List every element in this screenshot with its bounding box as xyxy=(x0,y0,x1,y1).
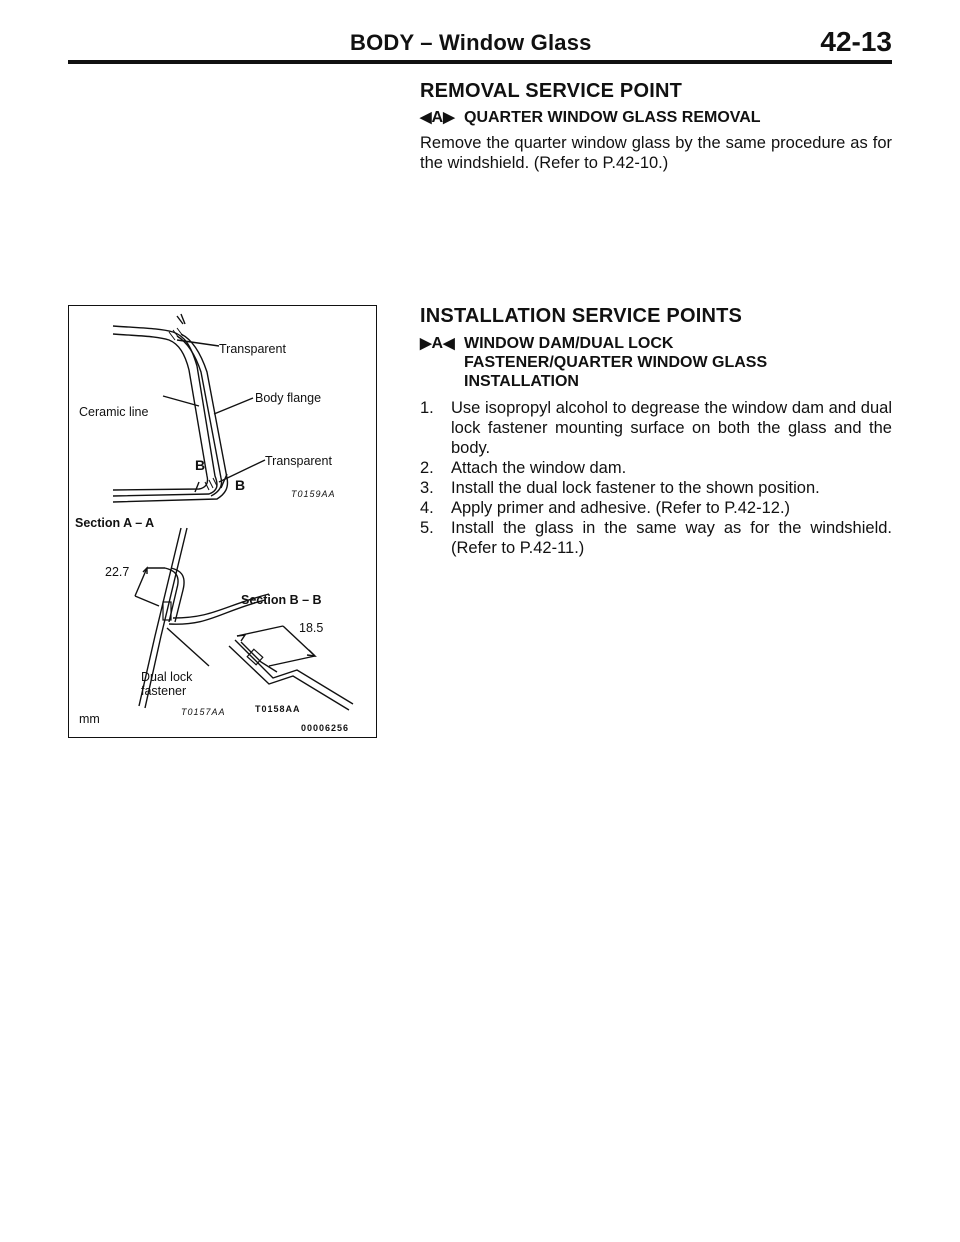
triangle-left-icon: ◀ xyxy=(420,109,432,126)
triangle-right-icon: ▶ xyxy=(443,109,455,126)
step-text: Apply primer and adhesive. (Refer to P.42-12.) xyxy=(451,499,791,517)
step-number: 4. xyxy=(420,499,434,517)
label-section-b-marker: B xyxy=(195,457,206,473)
step-item xyxy=(420,478,892,498)
label-ceramic-line: Ceramic line xyxy=(79,405,149,419)
label-section-b: Section B – B xyxy=(241,593,322,607)
label-fastener: fastener xyxy=(141,684,187,698)
subheading-line: FASTENER/QUARTER WINDOW GLASS xyxy=(464,354,768,371)
marker-letter: A xyxy=(431,335,444,352)
triangle-right-icon: ▶ xyxy=(420,335,432,352)
installation-heading: INSTALLATION SERVICE POINTS xyxy=(420,305,743,327)
step-text: Attach the window dam. xyxy=(451,459,627,477)
page-header-title: BODY – Window Glass xyxy=(350,30,592,55)
marker-letter: A xyxy=(431,109,444,126)
label-section-a: Section A – A xyxy=(75,516,155,530)
installation-subheading xyxy=(420,334,767,391)
figure-id: 00006256 xyxy=(301,723,350,733)
step-number: 1. xyxy=(420,399,434,417)
step-number: 5. xyxy=(420,519,434,537)
step-item xyxy=(420,398,892,458)
step-text: Install the dual lock fastener to the shown position. xyxy=(451,479,820,497)
subheading-line: WINDOW DAM/DUAL LOCK xyxy=(464,335,674,352)
label-unit: mm xyxy=(79,712,100,726)
label-dimension-22-7: 22.7 xyxy=(105,565,130,579)
step-number: 3. xyxy=(420,479,434,497)
removal-marker xyxy=(420,108,464,127)
step-text: Install the glass in the same way as for the windshield. (Refer to P.42-11.) xyxy=(451,519,892,557)
step-item xyxy=(420,498,892,518)
removal-subheading xyxy=(420,108,761,127)
removal-subheading-text: QUARTER WINDOW GLASS REMOVAL xyxy=(464,109,761,126)
page-number: 42-13 xyxy=(820,26,892,57)
label-body-flange: Body flange xyxy=(255,391,322,405)
label-transparent-top: Transparent xyxy=(219,342,286,356)
label-section-b-marker: B xyxy=(235,477,246,493)
removal-heading: REMOVAL SERVICE POINT xyxy=(420,80,683,102)
label-dimension-18-5: 18.5 xyxy=(299,621,324,635)
figure-code-left: T0157AA xyxy=(181,707,226,717)
figure-code-right: T0158AA xyxy=(255,704,301,714)
step-number: 2. xyxy=(420,459,434,477)
installation-marker xyxy=(420,334,464,353)
technical-illustration xyxy=(68,305,377,738)
label-dual-lock: Dual lock xyxy=(141,670,193,684)
label-transparent-bottom: Transparent xyxy=(265,454,332,468)
figure-code-top: T0159AA xyxy=(291,489,336,499)
step-item xyxy=(420,518,892,558)
installation-subheading-text xyxy=(464,334,767,391)
header-rule xyxy=(68,60,892,64)
removal-paragraph: Remove the quarter window glass by the same procedure as for the windshield. (Refer to P.42-10.) xyxy=(420,134,892,172)
triangle-left-icon: ◀ xyxy=(443,335,455,352)
installation-steps xyxy=(420,398,892,558)
step-item xyxy=(420,458,892,478)
subheading-line: INSTALLATION xyxy=(464,373,579,390)
step-text: Use isopropyl alcohol to degrease the window dam and dual lock fastener mounting surface on both the glass and the body. xyxy=(451,399,892,457)
